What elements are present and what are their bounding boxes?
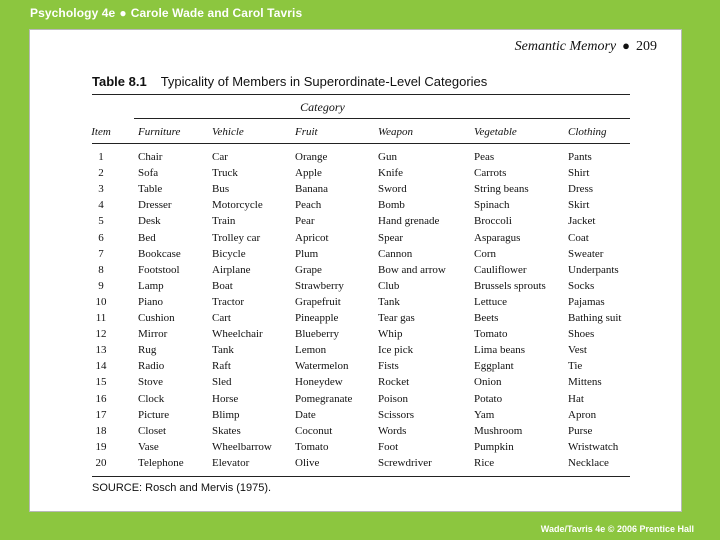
column-fruit-cell: Blueberry <box>295 328 339 341</box>
column-vegetable-cell: Potato <box>474 392 503 405</box>
column-item-cell: 17 <box>95 408 107 421</box>
column-vehicle-cell: Wheelbarrow <box>212 440 272 453</box>
column-furniture-cell: Chair <box>138 151 163 163</box>
column-item-header: Item <box>91 126 111 138</box>
column-item-cell: 5 <box>98 215 104 228</box>
column-fruit-cell: Grapefruit <box>295 295 341 308</box>
column-item-cell: 10 <box>95 295 107 308</box>
header-rule <box>92 143 630 144</box>
column-clothing-cell: Socks <box>568 279 595 292</box>
column-vegetable-cell: Cauliflower <box>474 263 527 276</box>
column-vegetable-header: Vegetable <box>474 126 517 138</box>
column-furniture-cell: Dresser <box>138 199 172 212</box>
column-clothing-cell: Apron <box>568 408 597 421</box>
column-fruit-cell: Date <box>295 408 316 421</box>
column-fruit-cell: Apricot <box>295 231 329 244</box>
column-clothing-cell: Underpants <box>568 263 619 276</box>
column-vehicle-cell: Tractor <box>212 295 244 308</box>
column-item-cell: 9 <box>98 279 104 292</box>
column-item-cell: 3 <box>98 183 104 196</box>
column-vegetable-cell: Beets <box>474 312 499 324</box>
column-fruit-cell: Grape <box>295 263 322 276</box>
column-vehicle-cell: Blimp <box>212 408 240 421</box>
column-vegetable-cell: Asparagus <box>474 231 521 244</box>
column-item-cell: 1 <box>98 151 104 163</box>
column-weapon-cell: Poison <box>378 392 408 405</box>
column-clothing-cell: Sweater <box>568 247 604 260</box>
column-furniture-cell: Bookcase <box>138 247 181 260</box>
column-vehicle-cell: Elevator <box>212 456 250 469</box>
column-clothing-cell: Mittens <box>568 376 602 389</box>
column-fruit-header: Fruit <box>295 126 318 138</box>
column-furniture-header: Furniture <box>138 126 181 138</box>
column-vehicle-cell: Wheelchair <box>212 328 263 341</box>
column-vehicle-cell: Trolley car <box>212 231 261 244</box>
column-furniture-cell: Lamp <box>138 279 164 292</box>
column-clothing-cell: Bathing suit <box>568 312 622 324</box>
column-vegetable-cell: Lima beans <box>474 344 526 357</box>
column-clothing-cell: Shoes <box>568 328 595 341</box>
column-vegetable-cell: Tomato <box>474 328 508 341</box>
column-clothing-cell: Coat <box>568 231 589 244</box>
column-vehicle-header: Vehicle <box>212 126 244 138</box>
column-weapon-cell: Sword <box>378 183 407 196</box>
column-weapon-cell: Screwdriver <box>378 456 432 469</box>
column-vehicle-cell: Truck <box>212 167 238 180</box>
column-vehicle-cell: Sled <box>212 376 232 389</box>
column-fruit-cell: Strawberry <box>295 279 344 292</box>
column-vegetable-cell: Mushroom <box>474 424 523 437</box>
table-caption <box>92 74 487 89</box>
table-bottom-rule <box>92 476 630 477</box>
column-furniture-cell: Radio <box>138 360 165 373</box>
column-furniture-cell: Stove <box>138 376 164 389</box>
book-title: Psychology 4e <box>30 6 116 20</box>
column-furniture-cell: Footstool <box>138 263 180 276</box>
column-item-cell: 20 <box>95 456 107 469</box>
column-vehicle-cell: Raft <box>212 360 231 373</box>
column-clothing-header: Clothing <box>568 126 607 138</box>
column-furniture-cell: Piano <box>138 295 164 308</box>
column-vegetable-cell: String beans <box>474 183 529 196</box>
column-vehicle-cell: Motorcycle <box>212 199 263 212</box>
column-vehicle-cell: Train <box>212 215 236 228</box>
column-item-cell: 11 <box>95 312 107 324</box>
column-weapon-cell: Bow and arrow <box>378 263 446 276</box>
column-clothing-cell: Vest <box>568 344 587 357</box>
column-vehicle-cell: Horse <box>212 392 239 405</box>
column-furniture-cell: Closet <box>138 424 167 437</box>
column-item-cell: 19 <box>95 440 107 453</box>
column-furniture-cell: Mirror <box>138 328 168 341</box>
running-head-bullet: ● <box>622 38 630 53</box>
column-fruit-cell: Coconut <box>295 424 333 437</box>
column-weapon-cell: Fists <box>378 360 399 373</box>
column-vehicle-cell: Bicycle <box>212 247 246 260</box>
table-title: Typicality of Members in Superordinate-Level Categories <box>160 74 488 89</box>
table-source: SOURCE: Rosch and Mervis (1975). <box>92 482 272 494</box>
column-furniture-cell: Cushion <box>138 312 175 324</box>
category-label <box>30 100 681 115</box>
column-weapon-cell: Club <box>378 279 400 292</box>
column-furniture-cell: Telephone <box>138 456 184 469</box>
column-weapon-cell: Tank <box>378 295 400 308</box>
column-vehicle-cell: Car <box>212 151 228 163</box>
slide-title <box>30 6 302 20</box>
column-fruit-cell: Honeydew <box>295 376 343 389</box>
column-vegetable-cell: Spinach <box>474 199 510 212</box>
column-clothing-cell: Wristwatch <box>568 440 619 453</box>
column-clothing-cell: Purse <box>568 424 593 437</box>
column-item-cell: 16 <box>95 392 107 405</box>
column-vegetable-cell: Broccoli <box>474 215 512 228</box>
column-vehicle-cell: Cart <box>212 312 231 324</box>
column-fruit-cell: Lemon <box>295 344 327 357</box>
column-clothing-cell: Pajamas <box>568 295 605 308</box>
column-clothing-cell: Shirt <box>568 167 590 180</box>
column-weapon-cell: Hand grenade <box>378 215 440 228</box>
column-vegetable-cell: Pumpkin <box>474 440 514 453</box>
column-item-cell: 15 <box>95 376 107 389</box>
column-vehicle-cell: Skates <box>212 424 241 437</box>
column-item-cell: 2 <box>98 167 104 180</box>
column-fruit-cell: Pear <box>295 215 315 228</box>
page-number: 209 <box>636 39 657 54</box>
column-fruit-cell: Banana <box>295 183 328 196</box>
category-rule <box>134 118 630 119</box>
column-furniture-cell: Clock <box>138 392 165 405</box>
column-vegetable-cell: Lettuce <box>474 295 507 308</box>
column-furniture-cell: Bed <box>138 231 156 244</box>
column-fruit-cell: Pomegranate <box>295 392 353 405</box>
column-fruit-cell: Pineapple <box>295 312 339 324</box>
column-clothing-cell: Pants <box>568 151 592 163</box>
column-item-cell: 18 <box>95 424 107 437</box>
column-weapon-header: Weapon <box>378 126 414 138</box>
column-item-cell: 8 <box>98 263 104 276</box>
column-fruit-cell: Tomato <box>295 440 329 453</box>
column-vegetable-cell: Onion <box>474 376 502 389</box>
book-authors: Carole Wade and Carol Tavris <box>130 6 303 20</box>
column-clothing-cell: Skirt <box>568 199 590 212</box>
column-vegetable-cell: Yam <box>474 408 495 421</box>
table-top-rule <box>92 94 630 95</box>
column-fruit-cell: Plum <box>295 247 319 260</box>
column-vegetable-cell: Peas <box>474 151 495 163</box>
column-furniture-cell: Picture <box>138 408 170 421</box>
column-fruit-cell: Orange <box>295 151 328 163</box>
column-item-cell: 4 <box>98 199 104 212</box>
column-weapon-cell: Tear gas <box>378 312 415 324</box>
column-fruit-cell: Watermelon <box>295 360 349 373</box>
column-vehicle-cell: Tank <box>212 344 234 357</box>
column-vegetable-cell: Carrots <box>474 167 507 180</box>
title-separator: ● <box>119 6 127 20</box>
column-vegetable-cell: Rice <box>474 456 495 469</box>
column-furniture-cell: Sofa <box>138 167 159 180</box>
scanned-page <box>29 29 682 512</box>
column-furniture-cell: Rug <box>138 344 157 357</box>
column-weapon-cell: Words <box>378 424 407 437</box>
column-vegetable-cell: Eggplant <box>474 360 514 373</box>
column-vegetable-cell: Brussels sprouts <box>474 279 546 292</box>
column-fruit-cell: Apple <box>295 167 322 180</box>
column-vehicle-cell: Airplane <box>212 263 251 276</box>
column-item-cell: 12 <box>95 328 107 341</box>
column-furniture-cell: Vase <box>138 440 159 453</box>
column-item-cell: 13 <box>95 344 107 357</box>
column-item-cell: 6 <box>98 231 104 244</box>
column-clothing-cell: Tie <box>568 360 583 373</box>
running-head <box>515 38 657 55</box>
column-item-cell: 7 <box>98 247 104 260</box>
column-clothing-cell: Dress <box>568 183 594 196</box>
column-weapon-cell: Rocket <box>378 376 410 389</box>
column-weapon-cell: Foot <box>378 440 399 453</box>
column-fruit-cell: Peach <box>295 199 322 212</box>
column-weapon-cell: Whip <box>378 328 403 341</box>
column-item-cell: 14 <box>95 360 107 373</box>
column-weapon-cell: Ice pick <box>378 344 414 357</box>
running-head-title: Semantic Memory <box>514 39 617 54</box>
column-weapon-cell: Scissors <box>378 408 415 421</box>
column-weapon-cell: Knife <box>378 167 404 180</box>
column-furniture-cell: Table <box>138 183 163 196</box>
column-vehicle-cell: Boat <box>212 279 233 292</box>
column-weapon-cell: Spear <box>378 231 404 244</box>
column-clothing-cell: Necklace <box>568 456 609 469</box>
column-weapon-cell: Bomb <box>378 199 405 212</box>
column-weapon-cell: Cannon <box>378 247 413 260</box>
column-vehicle-cell: Bus <box>212 183 230 196</box>
copyright-credit: Wade/Tavris 4e © 2006 Prentice Hall <box>540 524 694 534</box>
column-weapon-cell: Gun <box>378 151 397 163</box>
column-clothing-cell: Jacket <box>568 215 596 228</box>
column-fruit-cell: Olive <box>295 456 320 469</box>
column-vegetable-cell: Corn <box>474 247 496 260</box>
column-furniture-cell: Desk <box>138 215 161 228</box>
table-number: Table 8.1 <box>92 74 147 89</box>
column-clothing-cell: Hat <box>568 392 584 405</box>
category-label-text: Category <box>300 100 345 114</box>
